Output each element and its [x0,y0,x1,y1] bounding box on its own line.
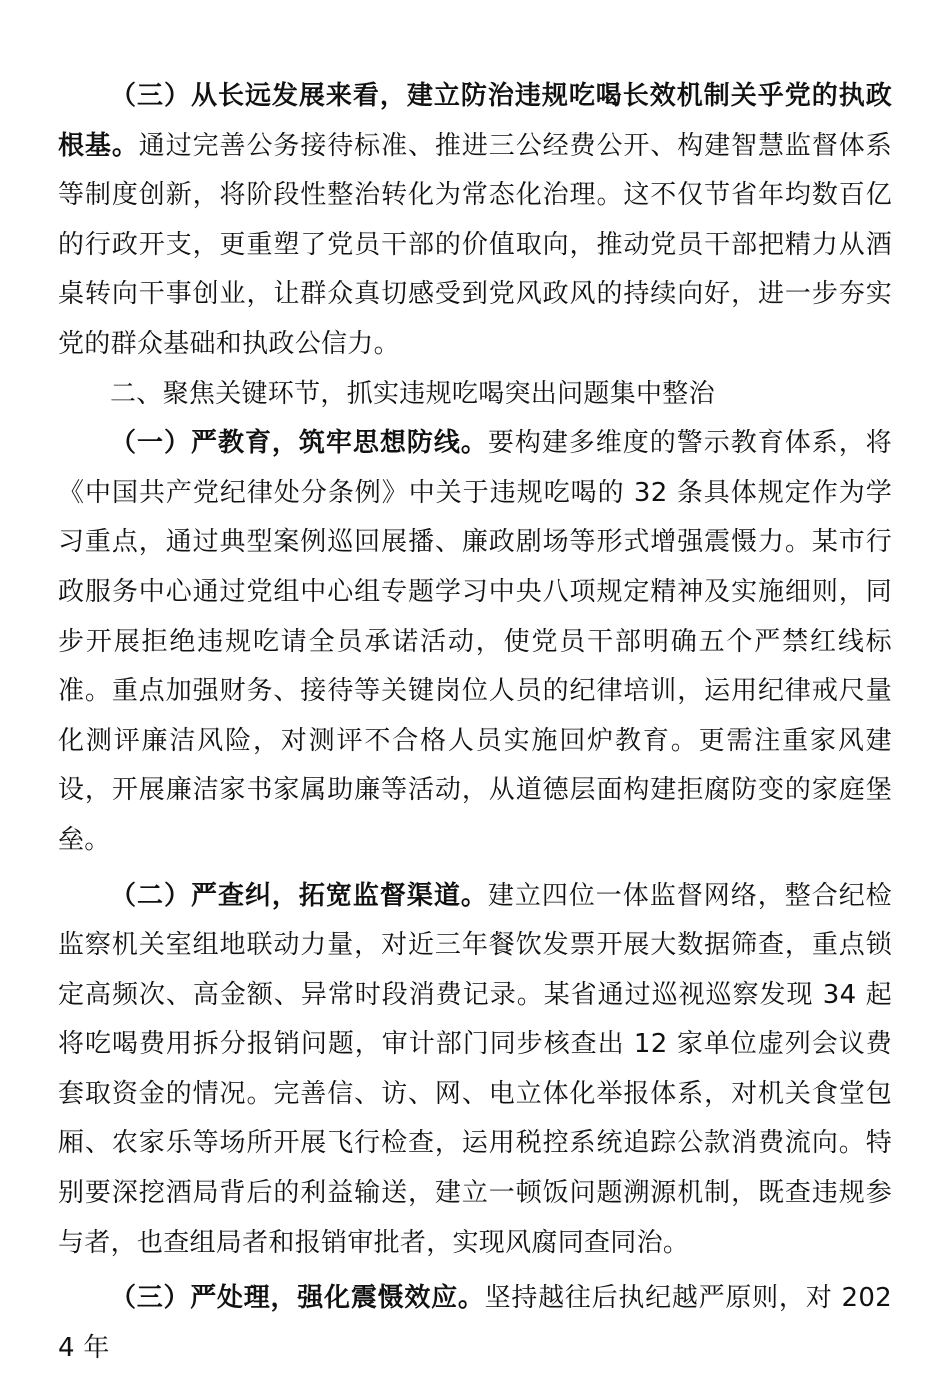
paragraph-long-term-mechanism [58,72,892,370]
paragraph-lead: （三）从长远发展来看，建立防治违规吃喝长效机制关乎党的执政根基。 [58,81,892,161]
document-page [58,72,892,1373]
paragraph-body: 要构建多维度的警示教育体系，将《中国共产党纪律处分条例》中关于违规吃喝的 32 条具体规定作为学习重点，通过典型案例巡回展播、廉政剧场等形式增强震慑力。某市行政服务中心通过党组中心组专题学习中央八项规定精神及实施细则，同步开展拒绝违规吃请全员承诺活动，使党员干部明确五个严禁红线标准。重点加强财务、接待等关键岗位人员的纪律培训，运用纪律戒尺量化测评廉洁风险，对测评不合格人员实施回炉教育。更需注重家风建设，开展廉洁家书家属助廉等活动，从道德层面构建拒腐防变的家庭堡垒。 [58,428,892,855]
section-heading: 二、聚焦关键环节，抓实违规吃喝突出问题集中整治 [110,378,715,409]
paragraph-strict-education [58,419,892,865]
paragraph-lead: （一）严教育，筑牢思想防线。 [110,428,488,459]
paragraph-lead: （三）严处理，强化震慑效应。 [110,1283,485,1314]
paragraph-body: 建立四位一体监督网络，整合纪检监察机关室组地联动力量，对近三年餐饮发票开展大数据筛查，重点锁定高频次、高金额、异常时段消费记录。某省通过巡视巡察发现 34 起将吃喝费用拆分报销问题，审计部门同步核查出 12 家单位虚列会议费套取资金的情况。完善信、访、网、电立体化举报体系，对机关食堂包厢、农家乐等场所开展飞行检查，运用税控系统追踪公款消费流向。特别要深挖酒局背后的利益输送，建立一顿饭问题溯源机制，既查违规参与者，也查组局者和报销审批者，实现风腐同查同治。 [58,880,892,1258]
paragraph-strict-punishment [58,1274,892,1373]
paragraph-strict-investigation [58,872,892,1269]
paragraph-body: 通过完善公务接待标准、推进三公经费公开、构建智慧监督体系等制度创新，将阶段性整治转化为常态化治理。这不仅节省年均数百亿的行政开支，更重塑了党员干部的价值取向，推动党员干部把精力从酒桌转向干事创业，让群众真切感受到党风政风的持续向好，进一步夯实党的群众基础和执政公信力。 [58,130,893,359]
paragraph-lead: （二）严查纠，拓宽监督渠道。 [110,880,488,911]
paragraph-body: 坚持越往后执纪越严原则，对 2024 年 [58,1283,892,1363]
